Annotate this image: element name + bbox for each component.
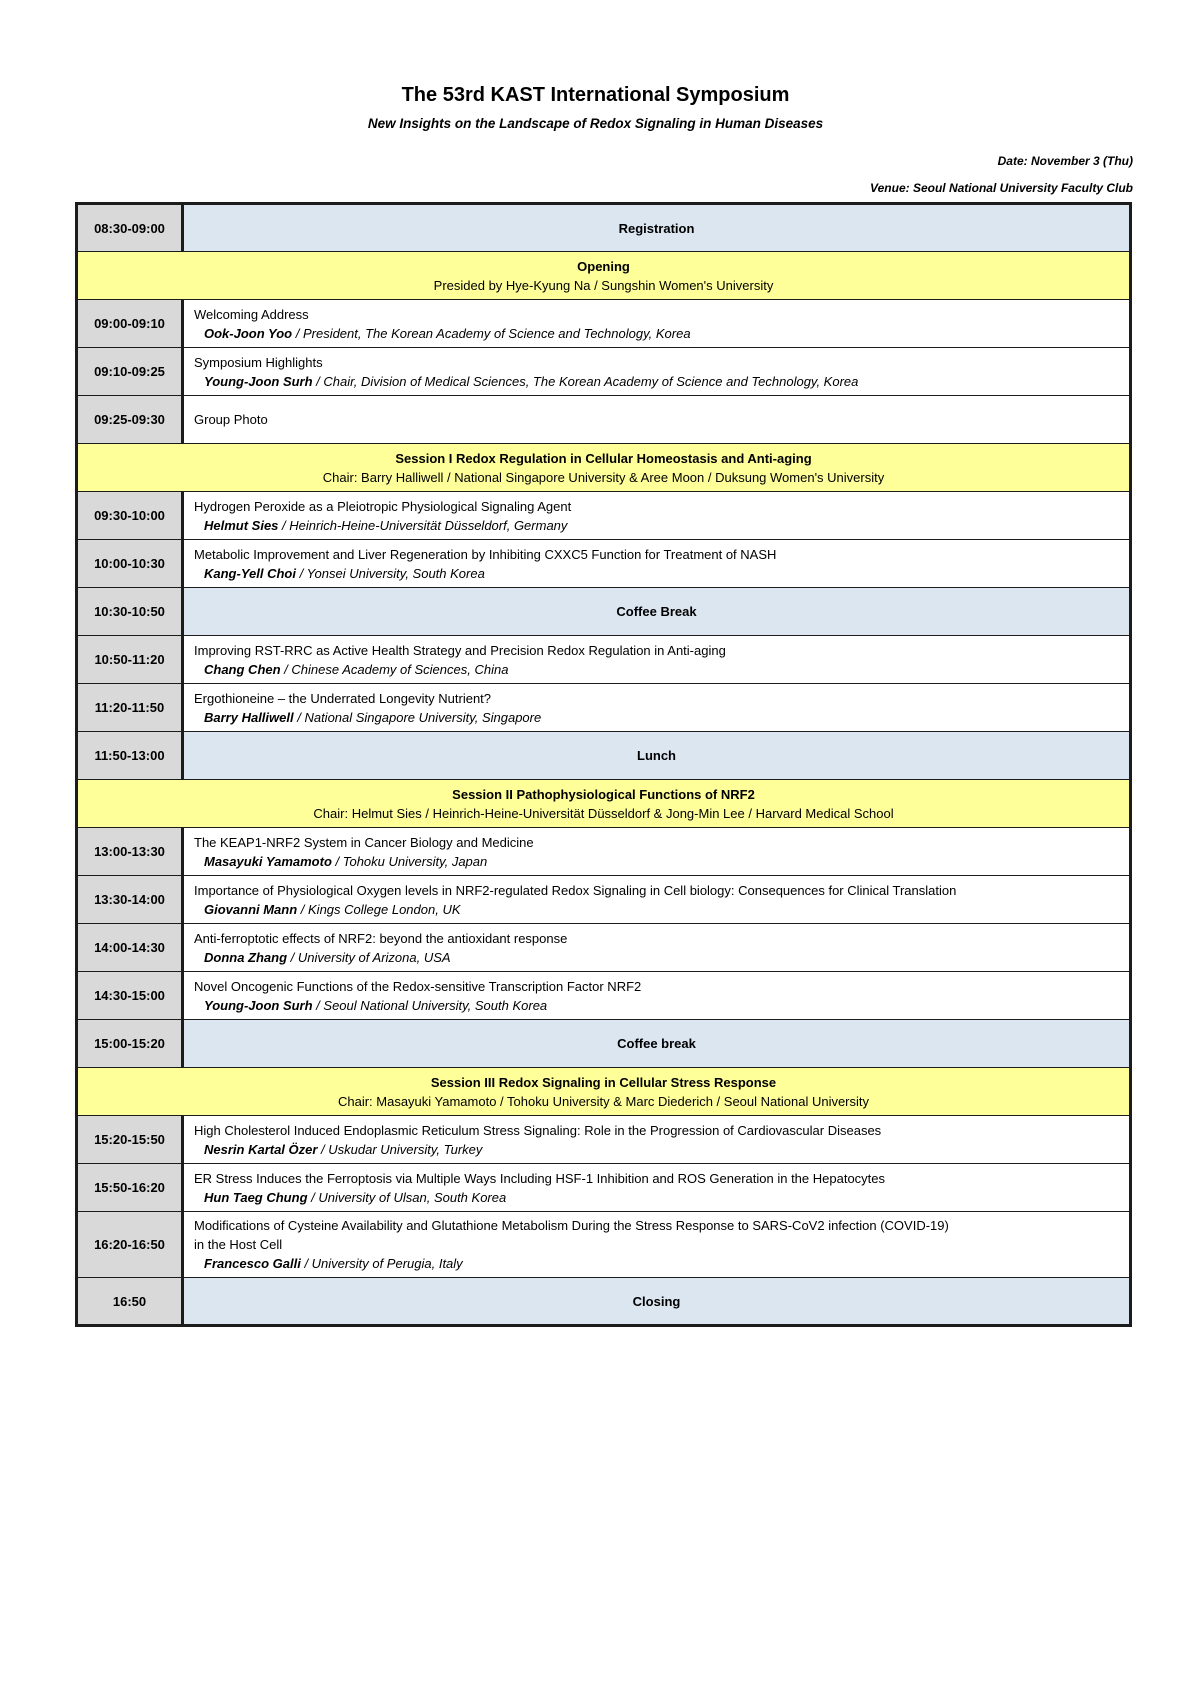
time-slot: 08:30-09:00: [77, 204, 183, 252]
session-chair: Chair: Barry Halliwell / National Singapore University & Aree Moon / Duksung Women's University: [322, 469, 885, 485]
session-chair: Chair: Masayuki Yamamoto / Tohoku University & Marc Diederich / Seoul National University: [337, 1093, 870, 1109]
program-row: [77, 1116, 1131, 1164]
talk-title: Group Photo: [194, 412, 268, 427]
speaker-affiliation: / University of Arizona, USA: [287, 949, 451, 965]
break-label: Coffee Break: [183, 588, 1131, 636]
speaker-affiliation: / Seoul National University, South Korea: [312, 997, 548, 1013]
speaker-affiliation: / University of Ulsan, South Korea: [307, 1189, 507, 1205]
program-row: [77, 300, 1131, 348]
program-row: [77, 540, 1131, 588]
speaker-affiliation: / Kings College London, UK: [297, 901, 461, 917]
session-header: [77, 1068, 1131, 1116]
speaker-name: Chang Chen: [204, 661, 281, 677]
event-date: Date: November 3 (Thu): [997, 154, 1133, 168]
speaker-name: Young-Joon Surh: [204, 997, 313, 1013]
speaker-name: Giovanni Mann: [204, 901, 298, 917]
session-title: Session II Pathophysiological Functions of NRF2: [452, 786, 755, 802]
time-slot: 16:50: [77, 1278, 183, 1326]
time-slot: 09:25-09:30: [77, 396, 183, 444]
speaker-affiliation: / Yonsei University, South Korea: [295, 565, 485, 581]
speaker-affiliation: / President, The Korean Academy of Science and Technology, Korea: [292, 325, 691, 341]
session-header: [77, 444, 1131, 492]
time-slot: 11:20-11:50: [77, 684, 183, 732]
event-venue: Venue: Seoul National University Faculty Club: [870, 181, 1133, 195]
break-row: [77, 1278, 1131, 1326]
program-table: [75, 202, 1132, 1327]
program-row: [77, 924, 1131, 972]
session-header: [77, 252, 1131, 300]
talk-title-continued: in the Host Cell: [194, 1237, 283, 1252]
time-slot: 11:50-13:00: [77, 732, 183, 780]
speaker-name: Helmut Sies: [204, 517, 279, 533]
session-title: Opening: [577, 258, 630, 274]
break-row: [77, 204, 1131, 252]
speaker-affiliation: / Chinese Academy of Sciences, China: [280, 661, 509, 677]
speaker-affiliation: / Uskudar University, Turkey: [317, 1141, 483, 1157]
program-row: [77, 492, 1131, 540]
speaker-name: Masayuki Yamamoto: [204, 853, 332, 869]
program-row: [77, 348, 1131, 396]
talk-title: Modifications of Cysteine Availability and Glutathione Metabolism During the Stress Response to SARS-CoV2 infection (COVID-19): [194, 1218, 949, 1233]
program-row: [77, 684, 1131, 732]
talk-title: The KEAP1-NRF2 System in Cancer Biology and Medicine: [194, 834, 534, 850]
program-row: [77, 636, 1131, 684]
session-chair: Chair: Helmut Sies / Heinrich-Heine-Universität Düsseldorf & Jong-Min Lee / Harvard Medical School: [313, 805, 894, 821]
speaker-name: Ook-Joon Yoo: [204, 325, 293, 341]
program-row: [77, 396, 1131, 444]
break-label: Coffee break: [183, 1020, 1131, 1068]
break-label: Closing: [183, 1278, 1131, 1326]
break-label: Registration: [183, 204, 1131, 252]
talk-title: Welcoming Address: [194, 306, 309, 322]
time-slot: 14:30-15:00: [77, 972, 183, 1020]
time-slot: 14:00-14:30: [77, 924, 183, 972]
time-slot: 10:00-10:30: [77, 540, 183, 588]
speaker-name: Donna Zhang: [204, 949, 288, 965]
time-slot: 10:30-10:50: [77, 588, 183, 636]
page-subtitle: New Insights on the Landscape of Redox Signaling in Human Diseases: [367, 116, 824, 131]
talk-title: High Cholesterol Induced Endoplasmic Reticulum Stress Signaling: Role in the Progression of Cardiovascular Diseases: [194, 1122, 882, 1138]
speaker-name: Francesco Galli: [204, 1256, 301, 1271]
session-title: Session III Redox Signaling in Cellular Stress Response: [430, 1074, 777, 1090]
time-slot: 10:50-11:20: [77, 636, 183, 684]
time-slot: 15:50-16:20: [77, 1164, 183, 1212]
speaker-name: Nesrin Kartal Özer: [204, 1141, 318, 1157]
talk-title: Ergothioneine – the Underrated Longevity Nutrient?: [194, 690, 492, 706]
break-row: [77, 732, 1131, 780]
time-slot: 09:10-09:25: [77, 348, 183, 396]
time-slot: 16:20-16:50: [77, 1212, 183, 1278]
break-label: Lunch: [183, 732, 1131, 780]
speaker-affiliation: / Chair, Division of Medical Sciences, The Korean Academy of Science and Technology, Korea: [312, 373, 859, 389]
session-header: [77, 780, 1131, 828]
program-row: [77, 972, 1131, 1020]
talk-title: Anti-ferroptotic effects of NRF2: beyond the antioxidant response: [194, 930, 568, 946]
speaker-name: Young-Joon Surh: [204, 373, 313, 389]
time-slot: 13:30-14:00: [77, 876, 183, 924]
program-row: [77, 1164, 1131, 1212]
time-slot: 09:00-09:10: [77, 300, 183, 348]
page-title: The 53rd KAST International Symposium: [401, 84, 790, 106]
session-chair: Presided by Hye-Kyung Na / Sungshin Women's University: [433, 277, 774, 293]
time-slot: 09:30-10:00: [77, 492, 183, 540]
speaker-affiliation: / National Singapore University, Singapore: [293, 709, 542, 725]
program-row: [77, 828, 1131, 876]
speaker-name: Barry Halliwell: [204, 709, 294, 725]
talk-title: Improving RST-RRC as Active Health Strategy and Precision Redox Regulation in Anti-aging: [194, 642, 726, 658]
speaker-affiliation: / Heinrich-Heine-Universität Düsseldorf, Germany: [278, 517, 568, 533]
break-row: [77, 588, 1131, 636]
speaker-name: Hun Taeg Chung: [204, 1189, 308, 1205]
talk-title: Symposium Highlights: [194, 354, 323, 370]
talk-title: ER Stress Induces the Ferroptosis via Multiple Ways Including HSF-1 Inhibition and ROS Generation in the Hepatocytes: [194, 1170, 886, 1186]
talk-title: Novel Oncogenic Functions of the Redox-sensitive Transcription Factor NRF2: [194, 978, 642, 994]
speaker-name: Kang-Yell Choi: [204, 565, 296, 581]
talk-title: Metabolic Improvement and Liver Regeneration by Inhibiting CXXC5 Function for Treatment of NASH: [194, 546, 777, 562]
time-slot: 15:20-15:50: [77, 1116, 183, 1164]
speaker-affiliation: / Tohoku University, Japan: [331, 853, 488, 869]
program-row: [77, 1212, 1131, 1278]
break-row: [77, 1020, 1131, 1068]
session-title: Session I Redox Regulation in Cellular Homeostasis and Anti-aging: [395, 450, 812, 466]
speaker-affiliation: / University of Perugia, Italy: [300, 1256, 463, 1271]
talk-title: Hydrogen Peroxide as a Pleiotropic Physiological Signaling Agent: [194, 498, 572, 514]
talk-title: Importance of Physiological Oxygen levels in NRF2-regulated Redox Signaling in Cell biology: Consequences for Clinical Translation: [194, 882, 957, 898]
time-slot: 13:00-13:30: [77, 828, 183, 876]
time-slot: 15:00-15:20: [77, 1020, 183, 1068]
program-row: [77, 876, 1131, 924]
